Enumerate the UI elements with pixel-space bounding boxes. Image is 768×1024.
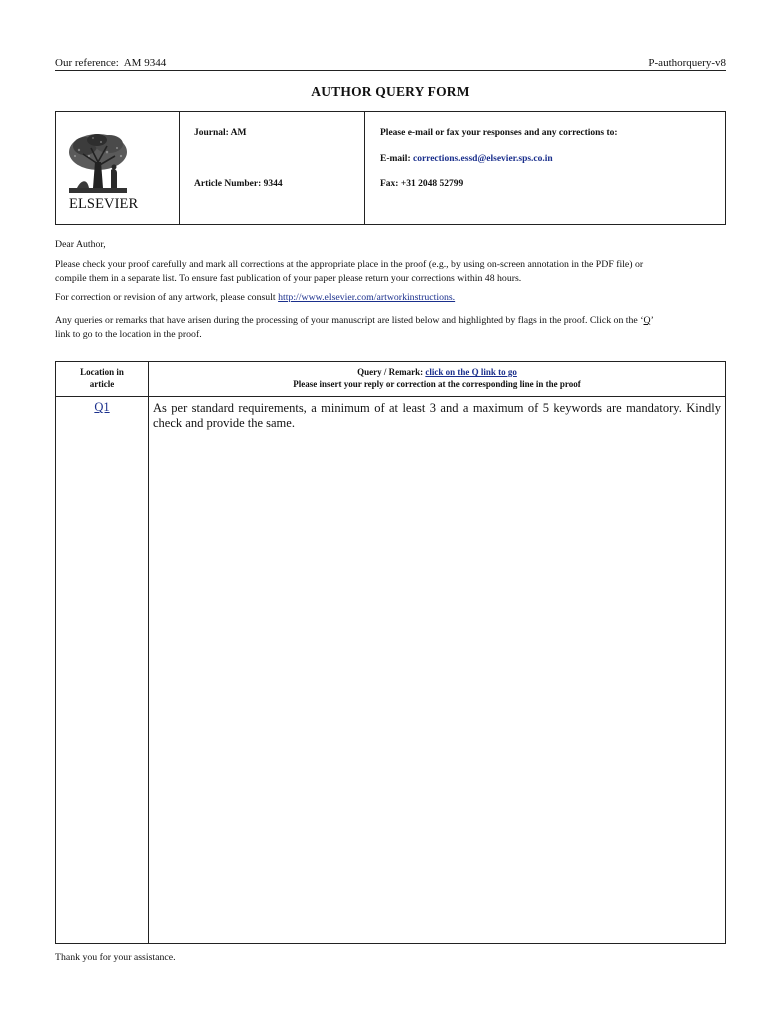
q-link-instruction[interactable]: click on the Q link to go <box>425 367 517 377</box>
reference-header <box>55 57 726 71</box>
queries-line-2: link to go to the location in the proof. <box>55 328 202 340</box>
column-divider <box>148 362 149 943</box>
instructions-paragraph <box>55 258 726 285</box>
salutation: Dear Author, <box>55 239 106 250</box>
publisher-logo-cell <box>56 112 180 224</box>
reference-info <box>55 57 166 69</box>
remark-header-prefix: Query / Remark: <box>357 367 426 377</box>
page-title: AUTHOR QUERY FORM <box>311 84 470 99</box>
q-letter: Q <box>643 315 651 326</box>
journal-name: Journal: AM <box>194 128 247 138</box>
header-divider <box>56 396 725 397</box>
queries-paragraph <box>55 314 726 341</box>
location-header-line-2: article <box>89 379 115 389</box>
publisher-logo-text: ELSEVIER <box>69 196 139 212</box>
queries-line-1-close-quote: ’ <box>650 315 654 326</box>
query-table <box>55 361 726 944</box>
journal-cell <box>180 112 365 224</box>
email-link[interactable]: corrections.essd@elsevier.sps.co.in <box>412 154 553 164</box>
remark-column-header <box>149 366 725 390</box>
artwork-text: For correction or revision of any artwork, please consult <box>55 292 279 303</box>
instructions-line-2: compile them in a separate list. To ensure fast publication of your paper please return your corrections within 48 hours. <box>55 272 522 284</box>
remark-header-line-1 <box>149 366 725 378</box>
elsevier-tree-logo-icon <box>67 132 129 196</box>
location-header-line-1: Location in <box>80 367 124 377</box>
instructions-line-1: Please check your proof carefully and mark all corrections at the appropriate place in the proof (e.g., by using on-screen annotation in the PDF file) or <box>55 259 644 270</box>
query-q1-link[interactable]: Q1 <box>94 400 110 414</box>
queries-line-1-text: Any queries or remarks that have arisen during the processing of your manuscript are listed below and highlighted by flags in the proof. Click on the ‘ <box>55 315 644 326</box>
closing-note: Thank you for your assistance. <box>55 952 176 963</box>
contact-cell <box>365 112 725 224</box>
email-label: E-mail: <box>380 154 413 164</box>
journal-info-box <box>55 111 726 225</box>
query-q1-text: As per standard requirements, a minimum of at least 3 and a maximum of 5 keywords are mandatory. Kindly check and provide the same. <box>153 401 721 430</box>
artwork-paragraph <box>55 291 726 305</box>
remark-header-line-2: Please insert your reply or correction at the corresponding line in the proof <box>293 379 581 389</box>
contact-intro: Please e-mail or fax your responses and any corrections to: <box>380 128 618 138</box>
reference-label: Our reference: <box>55 57 119 69</box>
artwork-instructions-link[interactable]: http://www.elsevier.com/artworkinstructions. <box>278 292 456 303</box>
form-code: P-authorquery-v8 <box>648 57 726 69</box>
reference-value: AM 9344 <box>123 57 167 69</box>
fax-line: Fax: +31 2048 52799 <box>380 179 464 189</box>
email-line <box>380 154 553 164</box>
location-column-header <box>56 366 148 390</box>
article-number: Article Number: 9344 <box>194 179 283 189</box>
queries-line-1 <box>55 314 726 328</box>
